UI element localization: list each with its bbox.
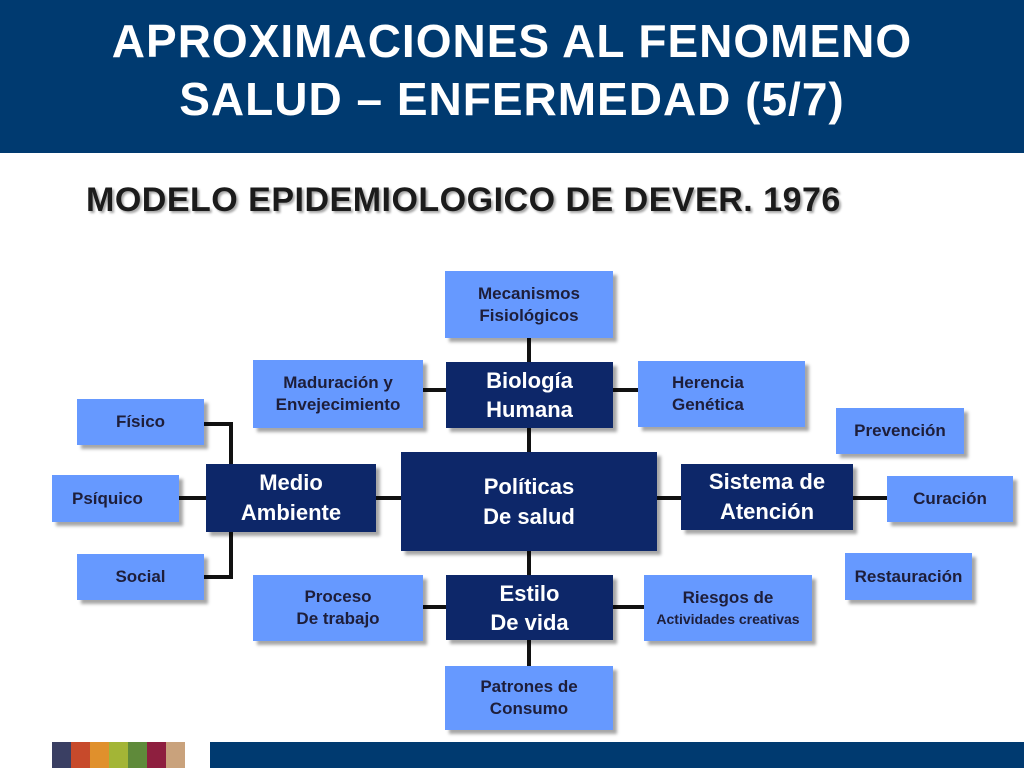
node-patrones-de-consumo: [445, 666, 613, 730]
node-herencia-genetica: [638, 361, 805, 427]
node-patrones-line-2: Consumo: [489, 699, 569, 718]
node-restauracion-label: Restauración: [854, 567, 963, 586]
node-biologia-humana: [446, 362, 613, 428]
node-proceso-line-2: De trabajo: [296, 609, 380, 628]
node-herencia-line-1: Herencia: [672, 373, 744, 392]
node-mecanismos-line-2: Fisiológicos: [479, 305, 579, 325]
node-estilo-line-2: De vida: [490, 609, 569, 635]
footer-bar: [210, 742, 1024, 768]
footer-swatch-6: [147, 742, 166, 768]
node-riesgos-actividades: [644, 575, 812, 641]
node-medio-line-1: Medio: [259, 470, 323, 495]
node-sistema-line-1: Sistema de: [708, 469, 826, 494]
node-social: [77, 554, 204, 600]
connector-social-bracket: [204, 530, 231, 577]
node-sistema-de-atencion: [681, 464, 853, 530]
footer-swatch-4: [109, 742, 128, 768]
node-maduracion-line-1: Maduración y: [283, 373, 393, 392]
node-estilo-line-1: Estilo: [499, 580, 560, 606]
slide-title-line-1: APROXIMACIONES AL FENOMENO: [111, 15, 913, 67]
slide-title-line-2: SALUD – ENFERMEDAD (5/7): [179, 73, 845, 125]
node-politicas-line-2: De salud: [483, 503, 575, 529]
node-biologia-line-2: Humana: [486, 397, 573, 422]
node-politicas-de-salud: [401, 452, 657, 551]
node-medio-ambiente: [206, 464, 376, 532]
node-maduracion-envejecimiento: [253, 360, 423, 428]
node-psiquico-label: Psíquico: [72, 488, 143, 508]
node-sistema-line-2: Atención: [719, 499, 815, 524]
footer-swatch-2: [71, 742, 90, 768]
node-maduracion-line-2: Envejecimiento: [275, 395, 401, 414]
node-herencia-line-2: Genética: [672, 395, 744, 414]
node-psiquico: [52, 475, 179, 522]
footer-swatch-1: [52, 742, 71, 768]
node-proceso-de-trabajo: [253, 575, 423, 641]
node-restauracion: [845, 553, 972, 600]
node-social-label: Social: [115, 567, 166, 586]
node-medio-line-2: Ambiente: [240, 500, 342, 525]
node-fisico: [77, 399, 204, 445]
node-estilo-de-vida: [446, 575, 613, 640]
connector-fisico-bracket: [204, 424, 231, 466]
node-riesgos-line-2: Actividades creativas: [656, 611, 800, 627]
node-patrones-line-1: Patrones de: [480, 677, 578, 696]
node-mecanismos-line-1: Mecanismos: [477, 283, 581, 303]
node-fisico-label: Físico: [115, 412, 166, 431]
node-prevencion: [836, 408, 964, 454]
node-proceso-line-1: Proceso: [304, 587, 372, 606]
diagram-subtitle: MODELO EPIDEMIOLOGICO DE DEVER. 1976: [86, 181, 841, 219]
node-biologia-line-1: Biología: [486, 368, 573, 393]
footer-swatch-3: [90, 742, 109, 768]
node-curacion-label: Curación: [913, 489, 987, 508]
node-politicas-line-1: Políticas: [483, 473, 575, 499]
footer-swatch-5: [128, 742, 147, 768]
node-riesgos-line-1: Riesgos de: [682, 588, 774, 607]
node-prevencion-label: Prevención: [854, 421, 946, 440]
node-curacion: [887, 476, 1013, 522]
footer-swatch-7: [166, 742, 185, 768]
node-mecanismos-fisiologicos: [445, 271, 613, 338]
